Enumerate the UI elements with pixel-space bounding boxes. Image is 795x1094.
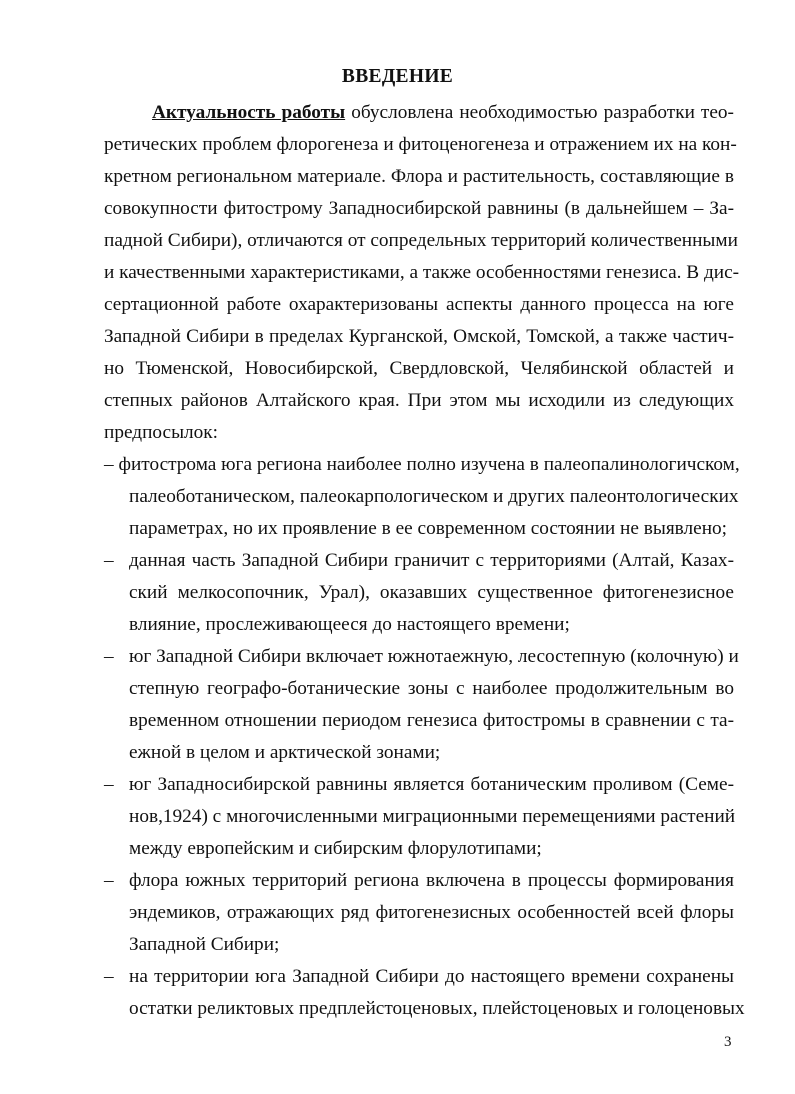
bullet-line: эндемиков, отражающих ряд фитогенезисных особенностей всей флоры bbox=[129, 902, 734, 923]
lead-bold-phrase: Актуальность работы bbox=[152, 102, 346, 123]
paragraph-line: но Тюменской, Новосибирской, Свердловской, Челябинской областей и bbox=[104, 358, 734, 379]
bullet-item bbox=[104, 450, 740, 480]
bullet-dash: – bbox=[104, 966, 114, 987]
page-number: 3 bbox=[724, 1034, 732, 1050]
bullet-line: между европейским и сибирским флорулотипами; bbox=[129, 838, 542, 859]
bullet-dash: – bbox=[104, 774, 114, 795]
paragraph-line: Западной Сибири в пределах Курганской, Омской, Томской, а также частич- bbox=[104, 326, 734, 347]
bullet-line: ежной в целом и арктической зонами; bbox=[129, 742, 441, 763]
bullet-text: на территории юга Западной Сибири до настоящего времени сохранены bbox=[129, 966, 734, 987]
paragraph-line: сертационной работе охарактеризованы аспекты данного процесса на юге bbox=[104, 294, 734, 315]
paragraph-line: совокупности фитострому Западносибирской равнины (в дальнейшем – За- bbox=[104, 198, 734, 219]
bullet-text: данная часть Западной Сибири граничит с территориями (Алтай, Казах- bbox=[129, 550, 734, 571]
bullet-line: степную географо-ботанические зоны с наиболее продолжительным во bbox=[129, 678, 734, 699]
bullet-dash: – bbox=[104, 646, 114, 667]
bullet-line: ский мелкосопочник, Урал), оказавших существенное фитогенезисное bbox=[129, 582, 734, 603]
bullet-text: флора южных территорий региона включена в процессы формирования bbox=[129, 870, 734, 891]
bullet-line: временном отношении периодом генезиса фитостромы в сравнении с та- bbox=[129, 710, 734, 731]
bullet-dash: – bbox=[104, 550, 114, 571]
paragraph-line: падной Сибири), отличаются от сопредельных территорий количественными bbox=[104, 230, 738, 251]
paragraph-line: предпосылок: bbox=[104, 422, 219, 443]
paragraph-line: ретических проблем флорогенеза и фитоценогенеза и отражением их на кон- bbox=[104, 134, 737, 155]
paragraph-line bbox=[152, 98, 734, 128]
page-title: ВВЕДЕНИЕ bbox=[341, 66, 454, 87]
bullet-line: Западной Сибири; bbox=[129, 934, 280, 955]
paragraph-line: кретном региональном материале. Флора и растительность, составляющие в bbox=[104, 166, 734, 187]
bullet-line: палеоботаническом, палеокарпологическом и других палеонтологических bbox=[129, 486, 739, 507]
bullet-line: параметрах, но их проявление в ее современном состоянии не выявлено; bbox=[129, 518, 728, 539]
bullet-text: юг Западносибирской равнины является ботаническим проливом (Семе- bbox=[129, 774, 734, 795]
bullet-line: влияние, прослеживающееся до настоящего времени; bbox=[129, 614, 570, 635]
bullet-dash: – bbox=[104, 454, 114, 475]
bullet-dash: – bbox=[104, 870, 114, 891]
bullet-text: юг Западной Сибири включает южнотаежную, лесостепную (колочную) и bbox=[129, 646, 739, 667]
bullet-text: фитострома юга региона наиболее полно изучена в палеопалинологичском, bbox=[118, 454, 740, 475]
bullet-line: остатки реликтовых предплейстоценовых, плейстоценовых и голоценовых bbox=[129, 998, 745, 1019]
paragraph-line: степных районов Алтайского края. При этом мы исходили из следующих bbox=[104, 390, 734, 411]
paragraph-line-text: обусловлена необходимостью разработки тео- bbox=[351, 102, 734, 123]
paragraph-line: и качественными характеристиками, а также особенностями генезиса. В дис- bbox=[104, 262, 740, 283]
bullet-line: нов,1924) с многочисленными миграционными перемещениями растений bbox=[129, 806, 736, 827]
